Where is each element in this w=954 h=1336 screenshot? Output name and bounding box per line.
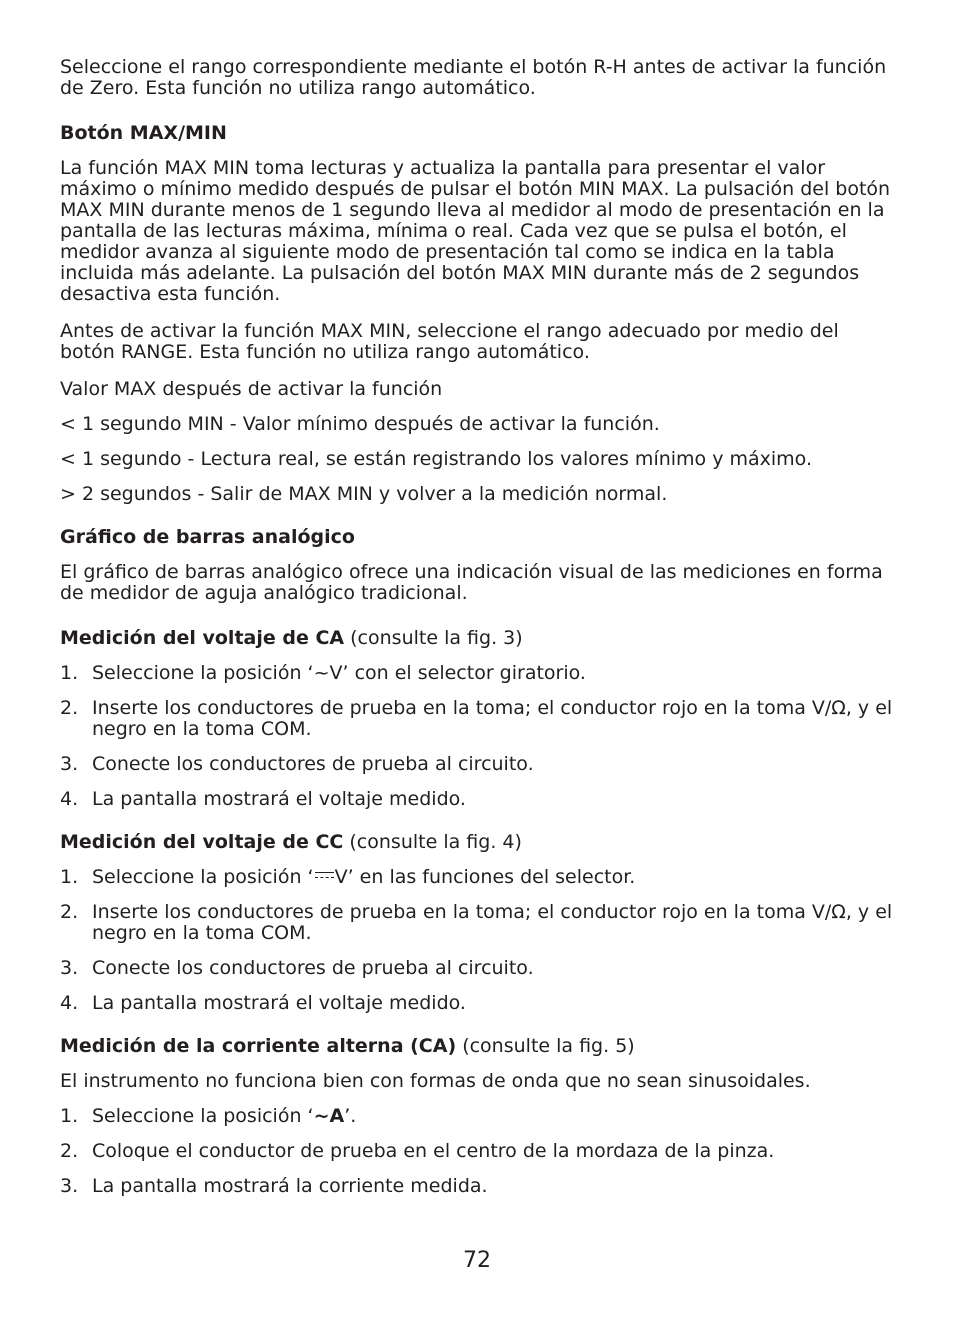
ac-current-note: El instrumento no funciona bien con formas de onda que no sean sinusoidales. — [60, 1070, 811, 1092]
maxmin-line-2: < 1 segundo MIN - Valor mínimo después de activar la función. — [60, 413, 660, 435]
list-item — [60, 698, 894, 740]
step-text: Inserte los conductores de prueba en la toma; el conductor rojo en la toma V/Ω, y el negro en la toma COM. — [92, 697, 893, 740]
step-text: Conecte los conductores de prueba al circuito. — [92, 957, 534, 979]
ac-voltage-heading: Medición del voltaje de CA — [60, 627, 345, 649]
list-item — [60, 902, 894, 944]
list-item — [60, 1141, 894, 1162]
step-text: Seleccione la posición ‘~V’ con el selector giratorio. — [92, 662, 586, 684]
ac-voltage-heading-line — [60, 628, 894, 649]
step-number: 2. — [60, 697, 79, 719]
ac-current-steps — [60, 1106, 894, 1197]
step-number: 1. — [60, 1105, 79, 1127]
step-number: 2. — [60, 1140, 79, 1162]
list-item — [60, 754, 894, 775]
step-text-part: Seleccione la posición ‘ — [92, 1105, 314, 1127]
dc-voltage-symbol-icon — [315, 871, 334, 881]
step-number: 4. — [60, 788, 79, 810]
ac-voltage-ref: (consulte la fig. 3) — [344, 627, 523, 649]
step-number: 4. — [60, 992, 79, 1014]
list-item — [60, 958, 894, 979]
list-item — [60, 867, 894, 888]
step-number: 3. — [60, 1175, 79, 1197]
step-text — [92, 867, 894, 888]
ac-current-heading: Medición de la corriente alterna (CA) — [60, 1035, 457, 1057]
ac-voltage-steps — [60, 663, 894, 810]
bargraph-heading: Gráfico de barras analógico — [60, 526, 355, 548]
step-text — [92, 1106, 894, 1127]
step-number: 1. — [60, 662, 79, 684]
step-text-part: ’. — [344, 1105, 357, 1127]
dc-voltage-steps — [60, 867, 894, 1014]
ac-current-heading-line — [60, 1036, 894, 1057]
page-number: 72 — [463, 1248, 491, 1273]
step-number: 3. — [60, 957, 79, 979]
step-number: 3. — [60, 753, 79, 775]
bargraph-paragraph: El gráfico de barras analógico ofrece una indicación visual de las mediciones en forma de medidor de aguja analógico tradicional. — [60, 561, 883, 604]
step-number: 2. — [60, 901, 79, 923]
maxmin-paragraph-1: La función MAX MIN toma lecturas y actualiza la pantalla para presentar el valor máximo o mínimo medido después de pulsar el botón MIN MAX. La pulsación del botón MAX MIN durante menos de 1 segundo lleva al medidor al modo de presentación en la pantalla de las lecturas máxima, mínima o real. Cada vez que se pulsa el botón, el medidor avanza al siguiente modo de presentación tal como se indica en la tabla incluida más adelante. La pulsación del botón MAX MIN durante más de 2 segundos desactiva esta función. — [60, 157, 891, 305]
dc-voltage-heading-line — [60, 832, 894, 853]
document-page — [60, 57, 894, 1197]
step-text-part: V’ en las funciones del selector. — [334, 866, 636, 888]
step-text-part: Seleccione la posición ‘ — [92, 866, 314, 888]
step-text: La pantalla mostrará el voltaje medido. — [92, 788, 466, 810]
intro-paragraph: Seleccione el rango correspondiente mediante el botón R-H antes de activar la función de Zero. Esta función no utiliza rango automático. — [60, 56, 887, 99]
list-item — [60, 993, 894, 1014]
step-number: 1. — [60, 866, 79, 888]
step-text: La pantalla mostrará la corriente medida. — [92, 1175, 488, 1197]
list-item — [60, 789, 894, 810]
maxmin-paragraph-2: Antes de activar la función MAX MIN, seleccione el rango adecuado por medio del botón RANGE. Esta función no utiliza rango automático. — [60, 320, 839, 363]
step-text: La pantalla mostrará el voltaje medido. — [92, 992, 466, 1014]
list-item — [60, 663, 894, 684]
maxmin-heading: Botón MAX/MIN — [60, 122, 227, 144]
list-item — [60, 1106, 894, 1127]
dc-voltage-ref: (consulte la fig. 4) — [343, 831, 522, 853]
step-text-bold: ~A — [313, 1105, 345, 1127]
dc-voltage-heading: Medición del voltaje de CC — [60, 831, 344, 853]
maxmin-line-1: Valor MAX después de activar la función — [60, 378, 443, 400]
maxmin-line-4: > 2 segundos - Salir de MAX MIN y volver a la medición normal. — [60, 483, 668, 505]
list-item — [60, 1176, 894, 1197]
step-text: Coloque el conductor de prueba en el centro de la mordaza de la pinza. — [92, 1140, 775, 1162]
step-text: Conecte los conductores de prueba al circuito. — [92, 753, 534, 775]
ac-current-ref: (consulte la fig. 5) — [456, 1035, 635, 1057]
maxmin-line-3: < 1 segundo - Lectura real, se están registrando los valores mínimo y máximo. — [60, 448, 813, 470]
step-text: Inserte los conductores de prueba en la toma; el conductor rojo en la toma V/Ω, y el negro en la toma COM. — [92, 901, 893, 944]
